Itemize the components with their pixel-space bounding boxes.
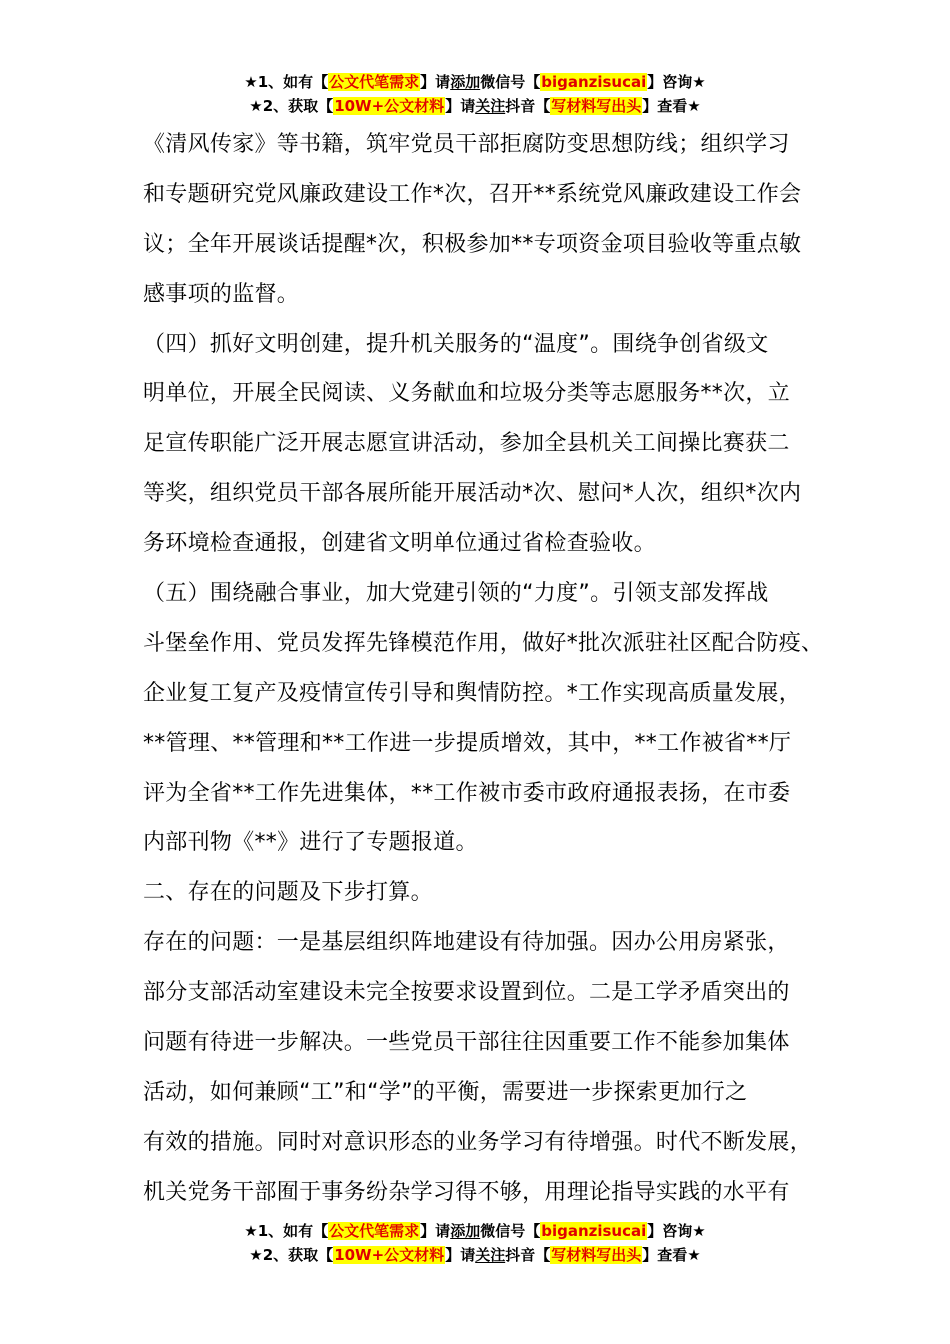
section-heading-line: （四）抓好文明创建，提升机关服务的“温度”。围绕争创省级文 — [143, 331, 769, 357]
underlined-text: 关注 — [475, 1246, 506, 1264]
highlight-text: 10W+公文材料 — [334, 97, 445, 115]
text-line: 企业复工复产及疫情宣传引导和舆情防控。*工作实现高质量发展， — [143, 680, 802, 706]
wechat-id: biganzisucai — [541, 73, 647, 91]
text-line: 等奖，组织党员干部各展所能开展活动*次、慰问*人次，组织*次内 — [143, 481, 802, 507]
text-line: 内部刊物《**》进行了专题报道。 — [143, 830, 478, 856]
header-banner — [0, 70, 950, 118]
underlined-text: 关注 — [475, 97, 506, 115]
document-body — [143, 120, 833, 1218]
text-line: 有效的措施。同时对意识形态的业务学习有待增强。时代不断发展， — [143, 1129, 813, 1155]
highlight-text: 公文代笔需求 — [329, 73, 420, 91]
text-line: 机关党务干部囿于事务纷杂学习得不够，用理论指导实践的水平有 — [143, 1179, 790, 1205]
banner-line-1: ★1、如有【公文代笔需求】请添加微信号【biganzisucai】咨询★ — [244, 73, 706, 91]
banner-line-2: ★2、获取【10W+公文材料】请关注抖音【写材料写出头】查看★ — [249, 1246, 701, 1264]
highlight-text: 10W+公文材料 — [334, 1246, 445, 1264]
section-heading-line: （五）围绕融合事业，加大党建引领的“力度”。引领支部发挥战 — [143, 581, 769, 607]
text-line: 明单位，开展全民阅读、义务献血和垃圾分类等志愿服务**次，立 — [143, 381, 791, 407]
text-line: 部分支部活动室建设未完全按要求设置到位。二是工学矛盾突出的 — [143, 980, 790, 1006]
text-line: 务环境检查通报，创建省文明单位通过省检查验收。 — [143, 531, 656, 557]
section-heading: 二、存在的问题及下步打算。 — [143, 880, 433, 906]
douyin-account: 写材料写出头 — [551, 97, 642, 115]
banner-line-2: ★2、获取【10W+公文材料】请关注抖音【写材料写出头】查看★ — [249, 97, 701, 115]
text-line: 评为全省**工作先进集体，**工作被市委市政府通报表扬，在市委 — [143, 780, 791, 806]
footer-banner — [0, 1219, 950, 1267]
highlight-text: 公文代笔需求 — [329, 1222, 420, 1240]
text-line: 《清风传家》等书籍，筑牢党员干部拒腐防变思想防线；组织学习 — [143, 132, 790, 157]
text-line: **管理、**管理和**工作进一步提质增效，其中，**工作被省**厅 — [143, 730, 792, 756]
underlined-text: 添加 — [450, 1222, 481, 1240]
text-line: 活动，如何兼顾“工”和“学”的平衡，需要进一步探索更加行之 — [143, 1079, 748, 1105]
text-line: 议；全年开展谈话提醒*次，积极参加**专项资金项目验收等重点敏 — [143, 231, 802, 257]
wechat-id: biganzisucai — [541, 1222, 647, 1240]
text-line: 存在的问题：一是基层组织阵地建设有待加强。因办公用房紧张， — [143, 930, 790, 956]
douyin-account: 写材料写出头 — [551, 1246, 642, 1264]
underlined-text: 添加 — [450, 73, 481, 91]
text-line: 和专题研究党风廉政建设工作*次，召开**系统党风廉政建设工作会 — [143, 181, 802, 207]
text-line: 足宣传职能广泛开展志愿宣讲活动，参加全县机关工间操比赛获二 — [143, 431, 790, 457]
text-line: 斗堡垒作用、党员发挥先锋模范作用，做好*批次派驻社区配合防疫、 — [143, 630, 824, 656]
text-line: 感事项的监督。 — [143, 281, 300, 307]
text-line: 问题有待进一步解决。一些党员干部往往因重要工作不能参加集体 — [143, 1030, 790, 1056]
banner-line-1: ★1、如有【公文代笔需求】请添加微信号【biganzisucai】咨询★ — [244, 1222, 706, 1240]
